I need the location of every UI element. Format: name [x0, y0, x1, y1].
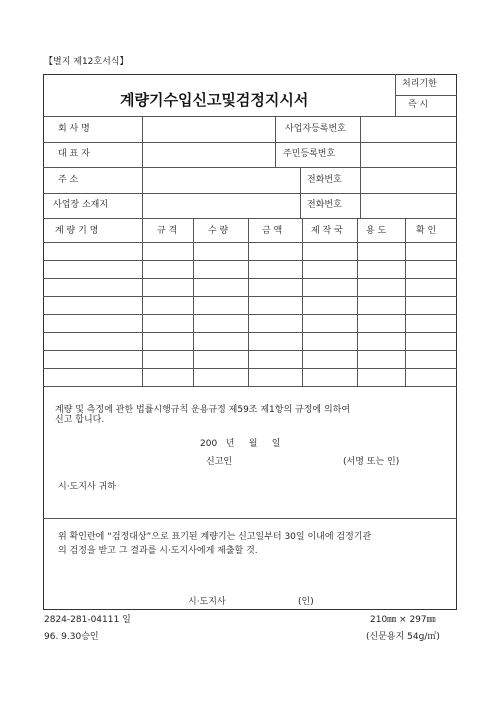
col-line — [302, 218, 303, 386]
representative-label: 대 표 자 — [58, 149, 90, 159]
row-line — [43, 314, 457, 315]
form-number-tag: 【별지 제12호서식】 — [44, 57, 129, 67]
row-line — [43, 167, 457, 168]
col-line — [357, 218, 358, 386]
col-line — [142, 218, 143, 386]
col-line — [248, 218, 249, 386]
row-line — [43, 350, 457, 351]
paper-type: (신문용지 54g/㎡) — [366, 632, 440, 642]
header-usage: 용 도 — [366, 226, 387, 236]
processing-period-value: 즉 시 — [408, 100, 429, 110]
instruction-line2: 의 검정을 받고 그 결과를 시·도지사에게 제출할 것. — [58, 546, 258, 556]
row-line — [43, 142, 457, 143]
signature-label: (서명 또는 인) — [343, 457, 400, 467]
header-amount: 금 액 — [262, 226, 283, 236]
row-line — [43, 242, 457, 243]
header-country: 제 작 국 — [311, 226, 343, 236]
col-line — [142, 116, 143, 218]
header-quantity: 수 량 — [208, 226, 229, 236]
declaration-date: 200 년 월 일 — [200, 439, 281, 449]
company-name-label: 회 사 명 — [58, 124, 90, 134]
instruction-line1: 위 확인란에 “검정대상”으로 표기된 계량기는 신고일부터 30일 이내에 검정기관 — [58, 532, 372, 542]
header-device-name: 계 량 기 명 — [55, 226, 99, 236]
approval-date: 96. 9.30승인 — [44, 632, 99, 642]
form-code: 2824-281-04111 일 — [44, 615, 131, 625]
site-address-label: 사업장 소재지 — [53, 200, 109, 210]
address-label: 주 소 — [58, 175, 79, 185]
business-reg-label: 사업자등록번호 — [285, 124, 346, 134]
col-line — [193, 218, 194, 386]
addressee: 시·도지사 귀하 — [58, 482, 116, 492]
site-phone-label: 전화번호 — [307, 200, 342, 210]
col-line — [275, 116, 276, 167]
governor-signer: 시·도지사 — [188, 597, 226, 607]
row-line — [43, 260, 457, 261]
reporter-label: 신고인 — [206, 457, 233, 467]
resident-reg-label: 주민등록번호 — [283, 149, 336, 159]
section-divider — [43, 518, 457, 519]
form-frame — [43, 74, 457, 610]
paper-size: 210㎜ × 297㎜ — [370, 615, 436, 625]
row-line — [43, 296, 457, 297]
declaration-line2: 신고 합니다. — [55, 415, 105, 425]
row-line — [43, 193, 457, 194]
form-title: 계량기수입신고및검정지시서 — [120, 91, 309, 109]
row-line — [43, 368, 457, 369]
processing-period-label: 처리기한 — [402, 79, 437, 89]
row-line — [43, 386, 457, 387]
header-spec: 규 격 — [157, 226, 178, 236]
row-line — [43, 332, 457, 333]
processing-split — [395, 95, 457, 96]
col-line — [405, 218, 406, 386]
title-bottom-line — [43, 116, 457, 117]
seal-mark: (인) — [298, 597, 314, 607]
col-line — [300, 167, 301, 218]
row-line — [43, 218, 457, 219]
declaration-line1: 계량 및 측정에 관한 법률시행규칙 운용규정 제59조 제1항의 규정에 의하여 — [55, 405, 351, 415]
col-line — [360, 116, 361, 218]
row-line — [43, 278, 457, 279]
phone-label: 전화번호 — [307, 175, 342, 185]
header-confirm: 확 인 — [416, 226, 437, 236]
